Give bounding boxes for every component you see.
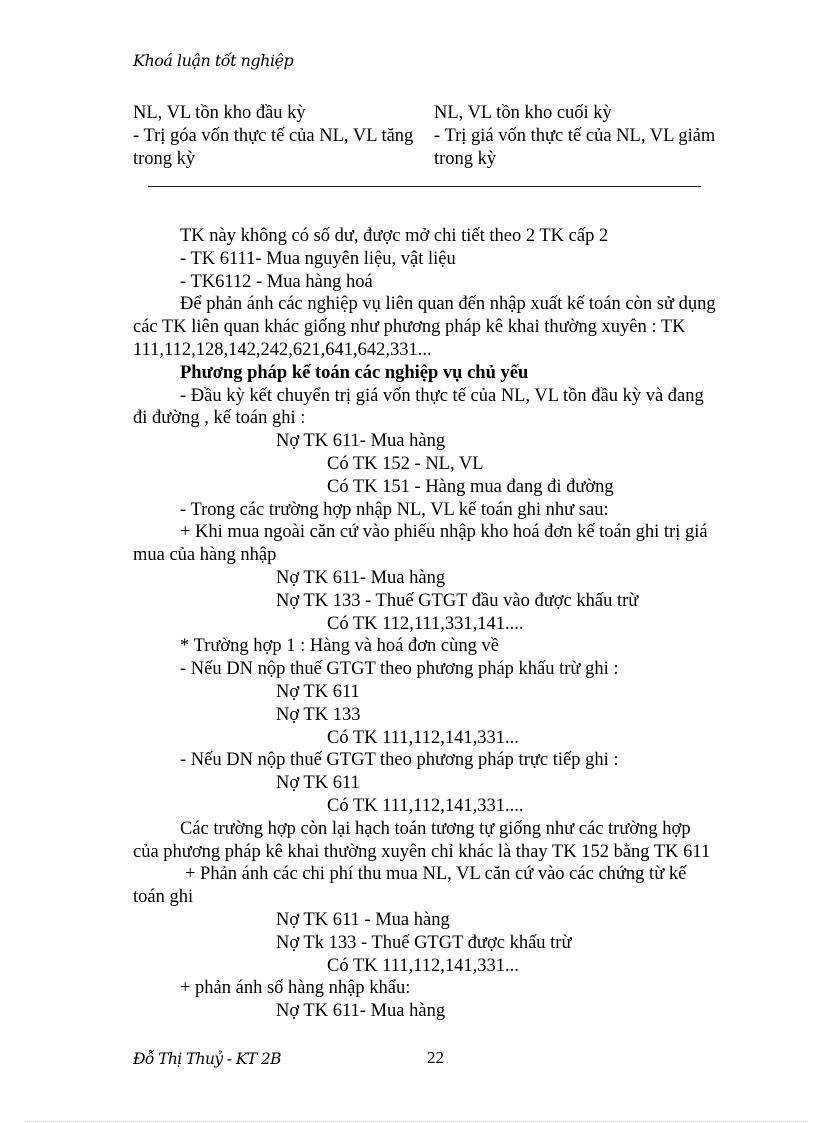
body-line: Có TK 111,112,141,331... xyxy=(327,955,519,976)
body-line: - TK 6111- Mua nguyên liệu, vật liệu xyxy=(180,248,456,269)
body-line: Nợ TK 611 xyxy=(276,773,360,794)
body-line: Các trường hợp còn lại hạch toán tương tự giống như các trường hợp xyxy=(180,818,691,839)
body-line: Có TK 112,111,331,141.... xyxy=(327,613,524,634)
page-number: 22 xyxy=(427,1048,444,1067)
running-header: Khoá luận tốt nghiệp xyxy=(133,51,294,70)
footer-author: Đỗ Thị Thuỷ - KT 2B xyxy=(133,1050,281,1068)
body-line: 111,112,128,142,242,621,641,642,331... xyxy=(133,339,432,360)
body-line: Nợ TK 611 - Mua hàng xyxy=(276,909,450,930)
body-line: - Đầu kỳ kết chuyển trị giá vốn thực tế của NL, VL tồn đầu kỳ và đang xyxy=(180,385,704,406)
body-line: đi đường , kế toán ghi : xyxy=(133,408,306,429)
debit-column xyxy=(133,102,423,171)
page-bottom-dotted-rule xyxy=(25,1121,808,1122)
body-text xyxy=(133,225,723,1023)
credit-line: trong kỳ xyxy=(434,149,497,169)
body-line: của phương pháp kê khai thường xuyên chỉ khác là thay TK 152 bằng TK 611 xyxy=(133,841,711,862)
body-line: mua của hàng nhập xyxy=(133,545,277,566)
debit-line: trong kỳ xyxy=(133,149,196,169)
body-line: Nợ TK 611- Mua hàng xyxy=(276,1001,446,1022)
body-line: Để phản ánh các nghiệp vụ liên quan đến nhập xuất kế toán còn sử dụng xyxy=(180,294,716,315)
body-line: * Trường hợp 1 : Hàng và hoá đơn cùng về xyxy=(180,636,499,657)
body-line: Nợ TK 133 - Thuế GTGT đầu vào được khấu trừ xyxy=(276,590,639,611)
horizontal-divider xyxy=(148,186,701,187)
body-line: + phản ánh số hàng nhập khẩu: xyxy=(180,978,411,999)
body-line: - Nếu DN nộp thuế GTGT theo phương pháp trực tiếp ghi : xyxy=(180,750,619,771)
credit-line: NL, VL tồn kho cuối kỳ xyxy=(434,103,612,123)
body-line: Có TK 151 - Hàng mua đang đi đường xyxy=(327,476,614,497)
debit-line: NL, VL tồn kho đầu kỳ xyxy=(133,103,306,123)
body-line: - TK6112 - Mua hàng hoá xyxy=(180,271,373,292)
body-line: toán ghi xyxy=(133,887,194,908)
body-line: Nợ TK 611- Mua hàng xyxy=(276,567,446,588)
body-line: Có TK 111,112,141,331.... xyxy=(327,795,524,816)
body-line: Nợ TK 133 xyxy=(276,704,361,725)
credit-column xyxy=(434,102,734,171)
body-line: - Nếu DN nộp thuế GTGT theo phương pháp khấu trừ ghi : xyxy=(180,659,619,680)
body-line: Có TK 111,112,141,331... xyxy=(327,727,519,748)
body-line: - Trong các trường hợp nhập NL, VL kế toán ghi như sau: xyxy=(180,499,609,520)
body-line: Nợ TK 611 xyxy=(276,681,360,702)
body-line: Nợ Tk 133 - Thuế GTGT được khấu trừ xyxy=(276,932,572,953)
body-line: các TK liên quan khác giống như phương pháp kê khai thường xuyên : TK xyxy=(133,317,686,338)
body-line: Nợ TK 611- Mua hàng xyxy=(276,431,446,452)
credit-line: - Trị giá vốn thực tế của NL, VL giảm xyxy=(434,126,716,146)
section-heading: Phương pháp kế toán các nghiệp vụ chủ yếu xyxy=(180,362,529,383)
body-line: Có TK 152 - NL, VL xyxy=(327,453,484,474)
body-line: + Phản ánh các chi phí thu mua NL, VL căn cứ vào các chứng từ kế xyxy=(185,864,687,885)
body-line: TK này không có số dư, được mở chi tiết theo 2 TK cấp 2 xyxy=(180,226,609,246)
body-line: + Khi mua ngoài căn cứ vào phiếu nhập kho hoá đơn kế toán ghi trị giá xyxy=(180,522,708,543)
debit-line: - Trị góa vốn thực tế của NL, VL tăng xyxy=(133,126,414,146)
